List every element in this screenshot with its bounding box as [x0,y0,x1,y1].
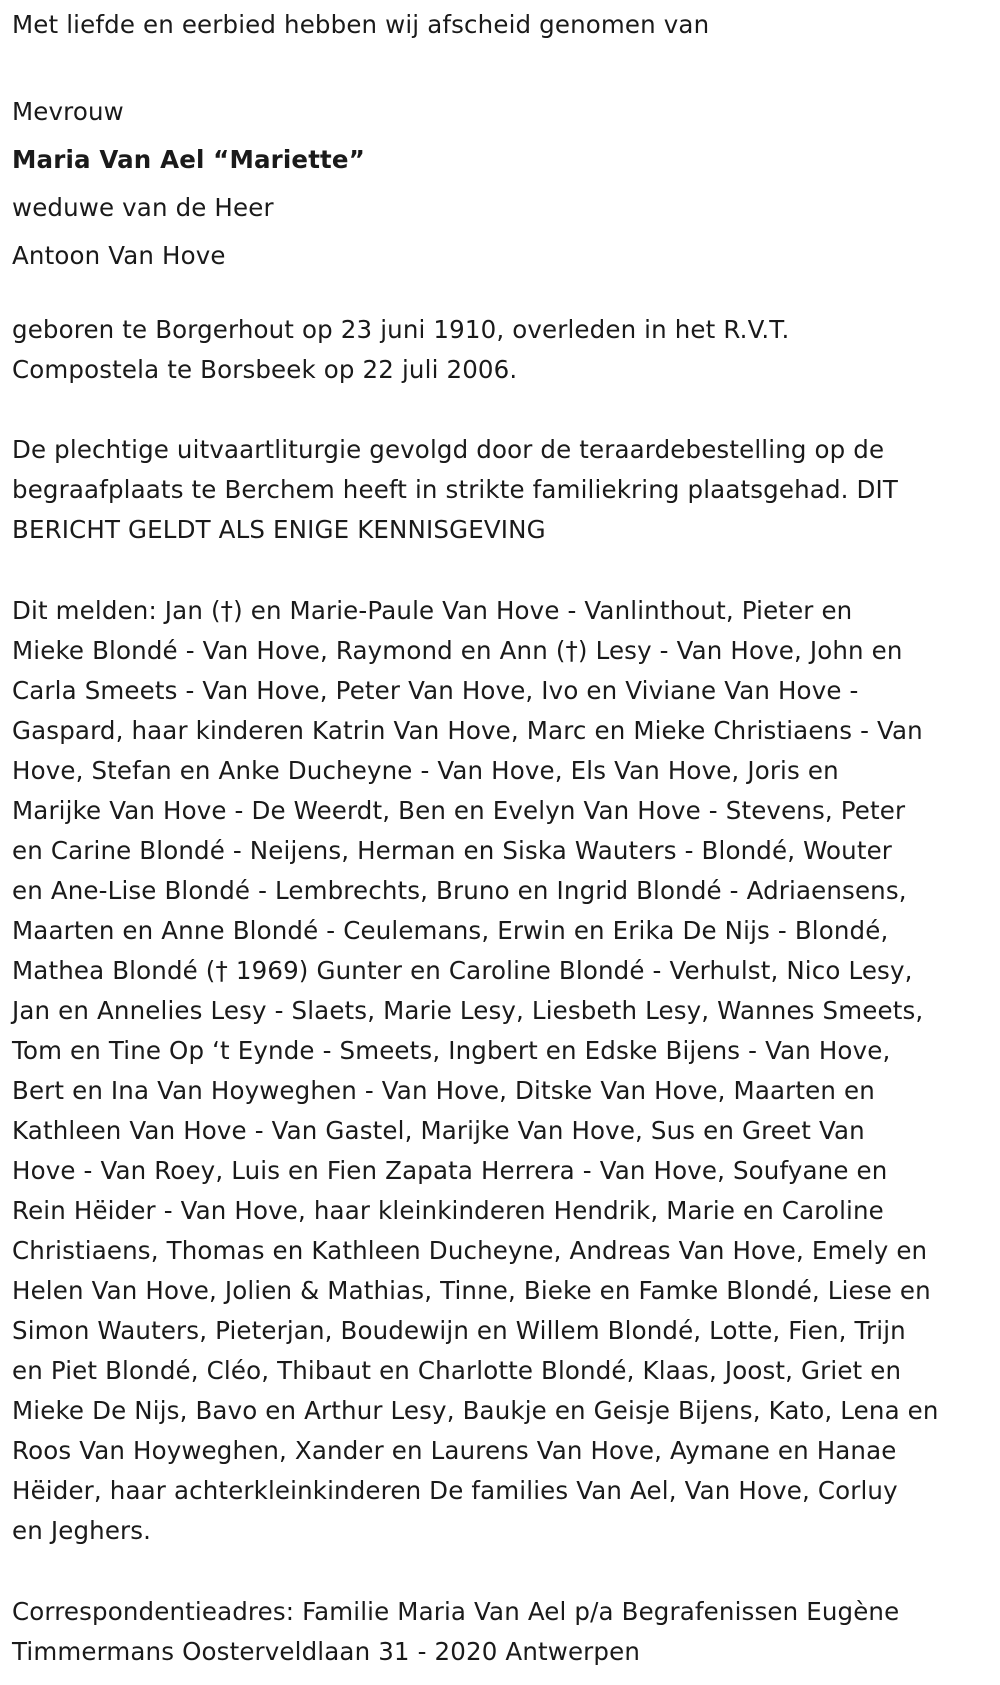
text-line: en Jeghers. [12,1516,152,1545]
text-line: BERICHT GELDT ALS ENIGE KENNISGEVING [12,515,546,544]
correspondence-address [12,1592,899,1672]
text-line: Maarten en Anne Blondé - Ceulemans, Erwin en Erika De Nijs - Blondé, [12,916,889,945]
text-line: Christiaens, Thomas en Kathleen Ducheyne, Andreas Van Hove, Emely en [12,1236,928,1265]
text-line: en Carine Blondé - Neijens, Herman en Siska Wauters - Blondé, Wouter [12,836,893,865]
text-line: Carla Smeets - Van Hove, Peter Van Hove, Ivo en Viviane Van Hove - [12,676,859,705]
text-line: Hëider, haar achterkleinkinderen De families Van Ael, Van Hove, Corluy [12,1476,898,1505]
text-line: Tom en Tine Op ‘t Eynde - Smeets, Ingbert en Edske Bijens - Van Hove, [12,1036,891,1065]
text-line: Simon Wauters, Pieterjan, Boudewijn en Willem Blondé, Lotte, Fien, Trijn [12,1316,906,1345]
text-line: en Ane-Lise Blondé - Lembrechts, Bruno en Ingrid Blondé - Adriaensens, [12,876,907,905]
text-line: Mieke De Nijs, Bavo en Arthur Lesy, Baukje en Geisje Bijens, Kato, Lena en [12,1396,939,1425]
text-line: Kathleen Van Hove - Van Gastel, Marijke Van Hove, Sus en Greet Van [12,1116,865,1145]
birth-death-paragraph [12,310,789,390]
deceased-title-block [12,88,365,280]
text-line: begraafplaats te Berchem heeft in strikte familiekring plaatsgehad. DIT [12,475,899,504]
text-line: Roos Van Hoyweghen, Xander en Laurens Van Hove, Aymane en Hanae [12,1436,897,1465]
ceremony-paragraph [12,430,898,550]
text-line: Hove - Van Roey, Luis en Fien Zapata Herrera - Van Hove, Soufyane en [12,1156,888,1185]
intro-text [12,5,709,45]
family-paragraph [12,591,939,1551]
text-line: Gaspard, haar kinderen Katrin Van Hove, Marc en Mieke Christiaens - Van [12,716,923,745]
text-line: Correspondentieadres: Familie Maria Van Ael p/a Begrafenissen Eugène [12,1597,900,1626]
text-line: Dit melden: Jan (†) en Marie-Paule Van Hove - Vanlinthout, Pieter en [12,596,853,625]
text-line: Timmermans Oosterveldlaan 31 - 2020 Antwerpen [12,1637,641,1666]
text-line: Hove, Stefan en Anke Ducheyne - Van Hove, Els Van Hove, Joris en [12,756,839,785]
text-line: Marijke Van Hove - De Weerdt, Ben en Evelyn Van Hove - Stevens, Peter [12,796,906,825]
text-line: geboren te Borgerhout op 23 juni 1910, overleden in het R.V.T. [12,315,790,344]
text-line: De plechtige uitvaartliturgie gevolgd door de teraardebestelling op de [12,435,885,464]
widow-of-line: weduwe van de Heer [12,193,274,222]
text-line: Helen Van Hove, Jolien & Mathias, Tinne, Bieke en Famke Blondé, Liese en [12,1276,931,1305]
text-line: Mieke Blondé - Van Hove, Raymond en Ann (†) Lesy - Van Hove, John en [12,636,903,665]
honorific: Mevrouw [12,97,124,126]
text-line: en Piet Blondé, Cléo, Thibaut en Charlotte Blondé, Klaas, Joost, Griet en [12,1356,902,1385]
text-line: Bert en Ina Van Hoyweghen - Van Hove, Ditske Van Hove, Maarten en [12,1076,875,1105]
intro-line: Met liefde en eerbied hebben wij afscheid genomen van [12,10,710,39]
deceased-name: Maria Van Ael “Mariette” [12,145,365,174]
text-line: Jan en Annelies Lesy - Slaets, Marie Lesy, Liesbeth Lesy, Wannes Smeets, [12,996,924,1025]
spouse-name: Antoon Van Hove [12,241,226,270]
text-line: Mathea Blondé († 1969) Gunter en Caroline Blondé - Verhulst, Nico Lesy, [12,956,913,985]
text-line: Compostela te Borsbeek op 22 juli 2006. [12,355,518,384]
text-line: Rein Hëider - Van Hove, haar kleinkinderen Hendrik, Marie en Caroline [12,1196,884,1225]
